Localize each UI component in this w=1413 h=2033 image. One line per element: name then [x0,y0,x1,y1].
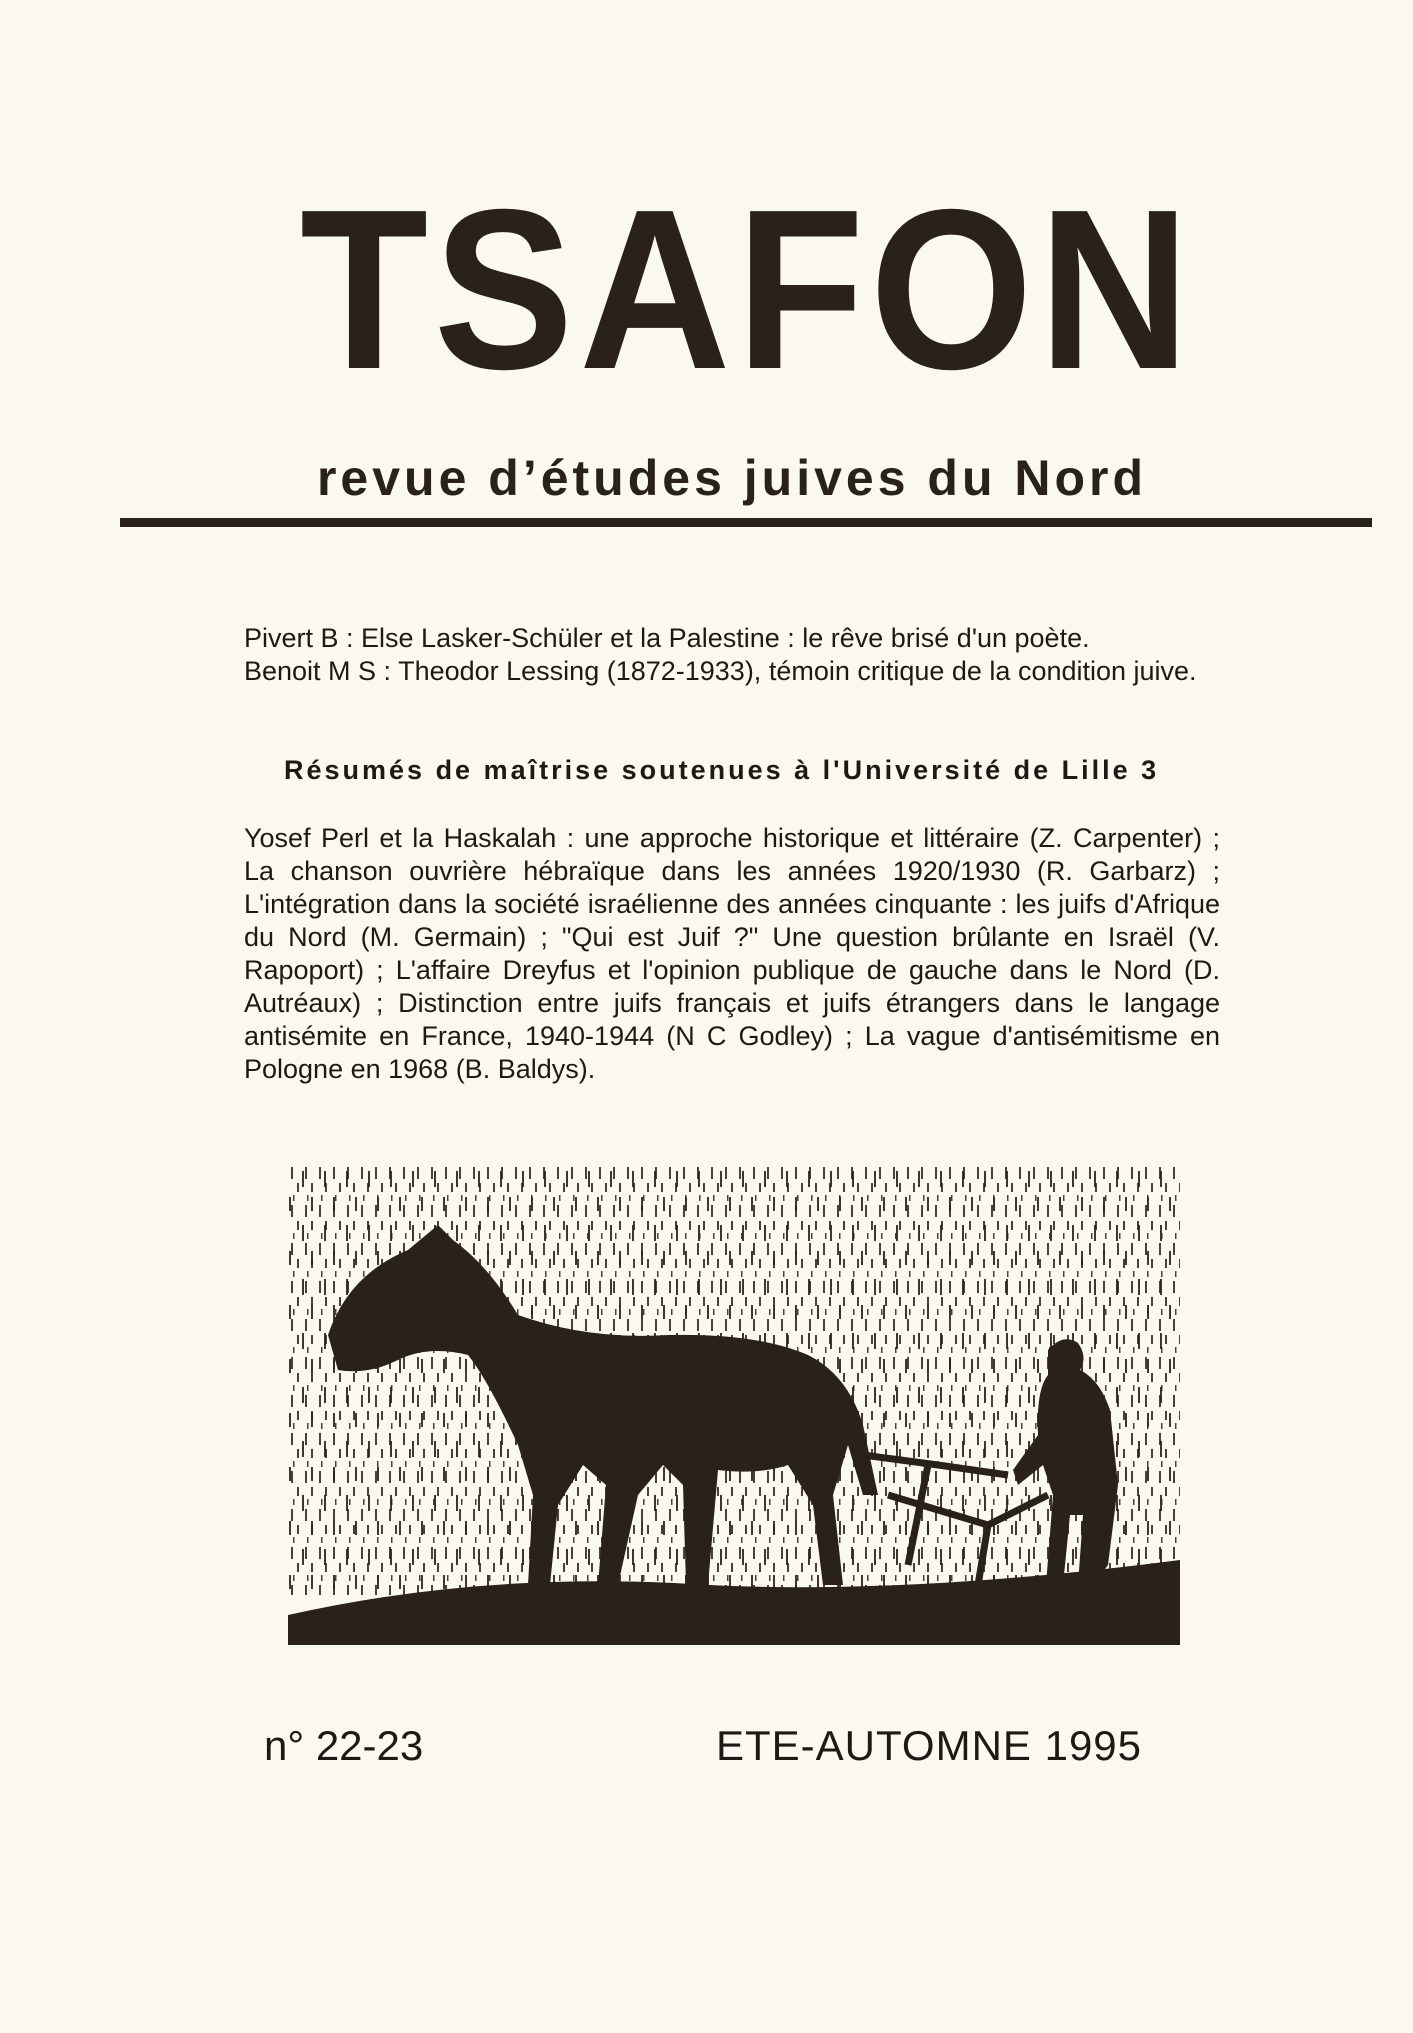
article-list [244,622,1220,688]
title-divider [120,518,1372,527]
article-entry: Pivert B : Else Lasker-Schüler et la Palestine : le rêve brisé d'un poète. [244,623,1090,653]
plowing-woodcut-illustration [288,1165,1180,1645]
journal-subtitle: revue d’études juives du Nord [316,450,1148,506]
abstracts-text: Yosef Perl et la Haskalah : une approche historique et littéraire (Z. Carpenter) ; La chanson ouvrière hébraïque dans les années 1920/1930 (R. Garbarz) ; L'intégration dans la société israélienne des années cinquante : les juifs d'Afrique du Nord (M. Germain) ; "Qui est Juif ?" Une question brûlante en Israël (V. Rapoport) ; L'affaire Dreyfus et l'opinion publique de gauche dans le Nord (D. Autréaux) ; Distinction entre juifs français et juifs étrangers dans le langage antisémite en France, 1940-1944 (N C Godley) ; La vague d'antisémitisme en Pologne en 1968 (B. Baldys). [244,823,1220,1084]
issue-number: n° 22-23 [264,1722,424,1769]
article-entry: Benoit M S : Theodor Lessing (1872-1933), témoin critique de la condition juive. [244,656,1197,686]
issue-season-year: ETE-AUTOMNE 1995 [716,1722,1143,1769]
abstracts-heading: Résumés de maîtrise soutenues à l'Université de Lille 3 [284,755,1160,785]
journal-title: TSAFON [300,163,1196,417]
